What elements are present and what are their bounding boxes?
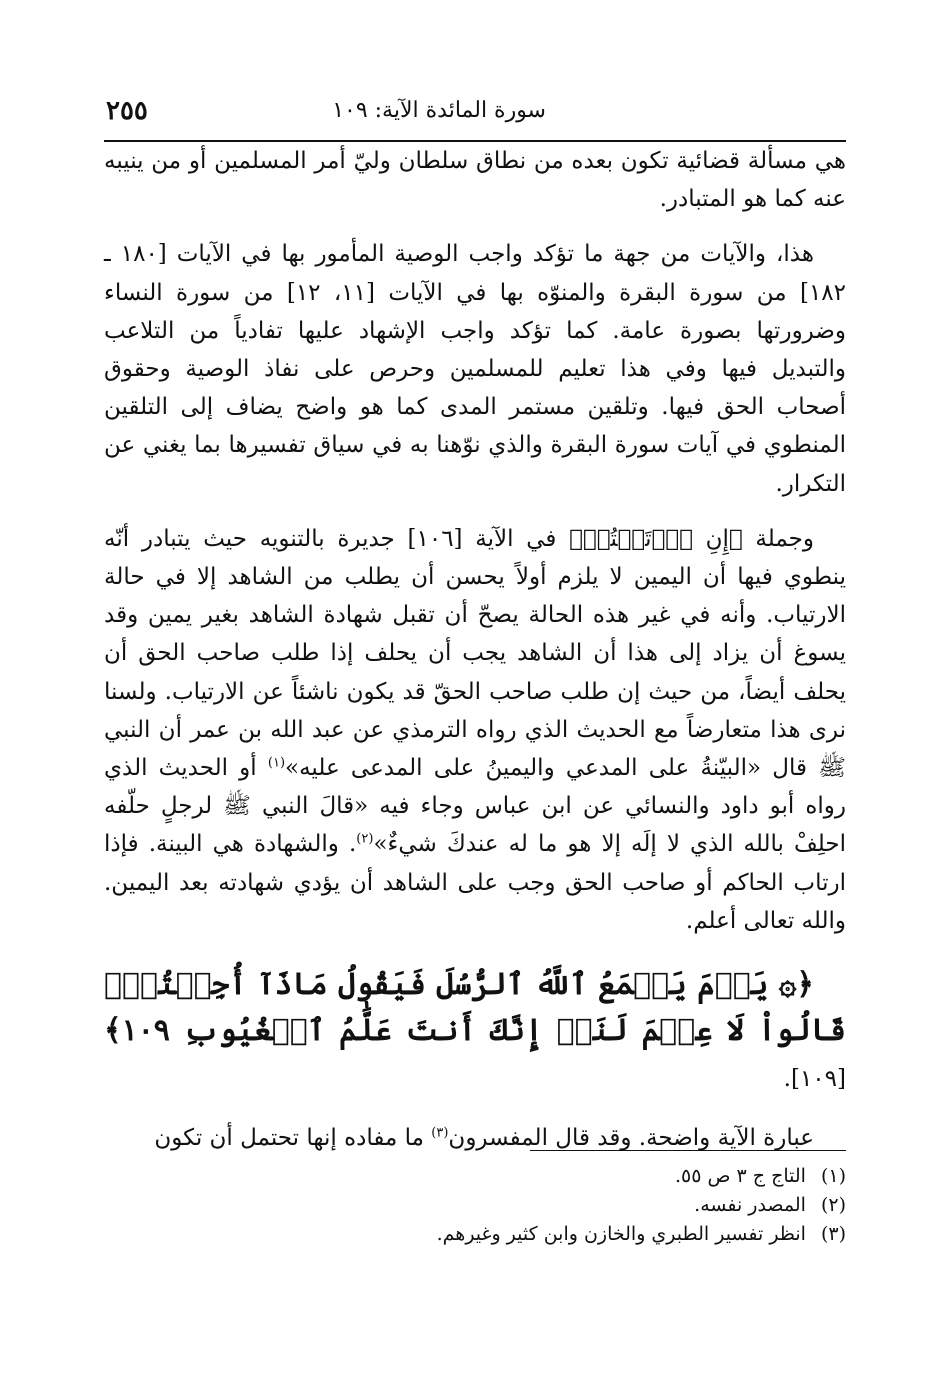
paragraph-2: هذا، والآيات من جهة ما تؤكد واجب الوصية المأمور بها في الآيات [١٨٠ ـ ١٨٢] من سورة البقرة والمنوّه بها في الآيات [١١، ١٢] من سورة النساء وضرورتها بصورة عامة. كما تؤكد واجب الإشهاد عليها تفادياً من التلاعب والتبديل فيها وفي هذا تعليم للمسلمين وحرص على نفاذ الوصية وحقوق أصحاب الحق فيها. وتلقين مستمر المدى كما هو واضح يضاف إلى التلقين المنطوي في آيات سورة البقرة والذي نوّهنا به في سياق تفسيرها بما يغني عن التكرار. <box>104 241 846 497</box>
paragraph-4 <box>104 1119 846 1157</box>
quran-verse <box>104 962 846 1102</box>
paragraph-1: هي مسألة قضائية تكون بعده من نطاق سلطان وليّ أمر المسلمين أو من ينيبه عنه كما هو المتبادر. <box>104 148 846 213</box>
main-text <box>104 142 846 1157</box>
paragraph-3-text-b: أو الحديث الذي رواه أبو داود والنسائي عن ابن عباس وجاء فيه «قالَ النبي ﷺ لرجلٍ حلّفه احلِفْ بالله الذي لا إلَه إلا هو ما له عندكَ شيءٌ» <box>104 755 847 858</box>
paragraph-4-text-a: عبارة الآية واضحة. وقد قال المفسرون <box>448 1125 814 1152</box>
paragraph-3 <box>104 520 846 940</box>
footnote-text: انظر تفسير الطبري والخازن وابن كثير وغيرهم. <box>436 1223 806 1245</box>
footnote-divider <box>530 1150 846 1151</box>
footnote-text: التاج ج ٣ ص ٥٥. <box>675 1165 806 1187</box>
verse-reference: [١٠٩]. <box>783 1066 846 1093</box>
running-title: سورة المائدة الآية: ١٠٩ <box>332 98 546 123</box>
footnote-1 <box>104 1162 846 1191</box>
running-header <box>104 92 846 142</box>
footnote-number: (١) <box>820 1165 846 1187</box>
paragraph-4-text-b: ما مفاده إنها تحتمل أن تكون <box>154 1125 432 1152</box>
footnote-text: المصدر نفسه. <box>694 1194 806 1216</box>
footnote-3 <box>104 1220 846 1249</box>
footnote-number: (٢) <box>820 1194 846 1216</box>
footnotes <box>104 1162 846 1249</box>
footnote-ref-2[interactable]: (٢) <box>356 831 374 847</box>
footnote-2 <box>104 1191 846 1220</box>
paragraph-3-text-a: وجملة ﴿إِنِ ٱرۡتَبۡتُمۡ﴾ في الآية [١٠٦] جديرة بالتنويه حيث يتبادر أنّه ينطوي فيها أن اليمين لا يلزم أولاً يحسن أن يطلب من الشاهد إلا في حالة الارتياب. وأنه في غير هذه الحالة يصحّ أن تقبل شهادة الشاهد بغير يمين وقد يسوغ أن يزاد إلى هذا أن الشاهد يجب أن يحلف إذا طلب صاحب الحق أن يحلف أيضاً، من حيث إن طلب صاحب الحقّ قد يكون ناشئاً عن الارتياب. ولسنا نرى هذا متعارضاً مع الحديث الذي رواه الترمذي عن عبد الله بن عمر أن النبي ﷺ قال «البيّنةُ على المدعي واليمينُ على المدعى عليه» <box>104 525 846 782</box>
footnote-number: (٣) <box>820 1223 846 1245</box>
page-number: ٢٥٥ <box>106 96 148 126</box>
paragraph-3-text-c: . والشهادة هي البينة. فإذا ارتاب الحاكم أو صاحب الحق وجب على الشاهد أن يؤدي شهادته بعد اليمين. والله تعالى أعلم. <box>104 831 846 934</box>
verse-text: ﴿۞ يَوۡمَ يَجۡمَعُ ٱللَّهُ ٱلرُّسُلَ فَيَقُولُ مَاذَآ أُجِبۡتُمۡۖ قَالُواْ لَا عِلۡمَ لَنَآۖ إِنَّكَ أَنتَ عَلَّٰمُ ٱلۡغُيُوبِ ١٠٩﴾ <box>104 967 846 1049</box>
footnote-ref-3[interactable]: (٣) <box>431 1125 449 1141</box>
footnote-ref-1[interactable]: (١) <box>267 755 286 771</box>
